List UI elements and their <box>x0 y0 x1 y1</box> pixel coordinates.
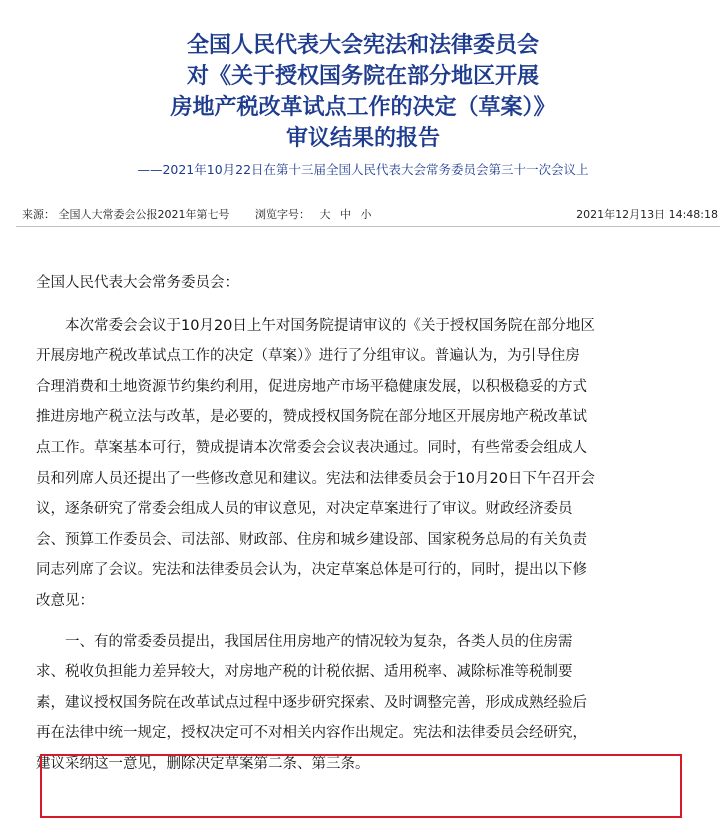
paragraph-line: 议，逐条研究了常委会组成人员的审议意见，对决定草案进行了审议。财政经济委员 <box>36 501 573 518</box>
source-label: 来源： 全国人大常委会公报2021年第七号 <box>22 208 230 221</box>
font-size-large-link[interactable]: 大 <box>319 208 331 221</box>
font-size-medium-link[interactable]: 中 <box>340 208 351 221</box>
paragraph-line: 推进房地产税立法与改革，是必要的，赞成授权国务院在部分地区开展房地产税改革试 <box>36 409 587 426</box>
title-line-4: 审议结果的报告 <box>285 125 440 151</box>
paragraph-line: 同志列席了会议。宪法和法律委员会认为，决定草案总体是可行的，同时，提出以下修 <box>36 562 587 579</box>
paragraph-line: 建议采纳这一意见，删除决定草案第二条、第三条。 <box>36 755 370 772</box>
paragraph-line: 素，建议授权国务院在改革试点过程中逐步研究探索、及时调整完善，形成成熟经验后 <box>36 694 587 711</box>
paragraph-line: 本次常委会会议于10月20日上午对国务院提请审议的《关于授权国务院在部分地区 <box>36 317 595 334</box>
article-body <box>36 268 696 780</box>
paragraph-line: 会、预算工作委员会、司法部、财政部、住房和城乡建设部、国家税务总局的有关负责 <box>36 531 587 548</box>
paragraph-line: 合理消费和土地资源节约集约利用，促进房地产市场平稳健康发展，以积极稳妥的方式 <box>36 378 587 395</box>
title-line-3: 房地产税改革试点工作的决定（草案）》 <box>170 94 556 120</box>
paragraph-line: 一、有的常委委员提出，我国居住用房地产的情况较为复杂，各类人员的住房需 <box>36 633 573 650</box>
paragraph-line: 开展房地产税改革试点工作的决定（草案）》进行了分组审议。普遍认为，为引导住房 <box>36 348 580 365</box>
meta-left <box>22 206 372 222</box>
paragraph-line: 点工作。草案基本可行，赞成提请本次常委会会议表决通过。同时，有些常委会组成人 <box>36 439 587 456</box>
salutation: 全国人民代表大会常务委员会： <box>36 275 239 291</box>
header-divider <box>16 226 720 227</box>
paragraph-line: 改意见： <box>36 592 94 609</box>
red-highlight-box <box>40 754 682 818</box>
font-size-label: 浏览字号： <box>255 208 310 221</box>
report-title <box>0 30 726 154</box>
title-line-1: 全国人民代表大会宪法和法律委员会 <box>186 32 539 58</box>
meeting-subtitle: ——2021年10月22日在第十三届全国人民代表大会常务委员会第三十一次会议上 <box>137 162 589 177</box>
paragraph-line: 员和列席人员还提出了一些修改意见和建议。宪法和法律委员会于10月20日下午召开会 <box>36 470 595 487</box>
paragraph-line: 求、税收负担能力差异较大，对房地产税的计税依据、适用税率、减除标准等税制要 <box>36 664 573 681</box>
article-meta-bar <box>22 206 718 222</box>
paragraph-line: 再在法律中统一规定，授权决定可不对相关内容作出规定。宪法和法律委员会经研究， <box>36 725 587 742</box>
publish-timestamp: 2021年12月13日 14:48:18 <box>576 208 718 221</box>
paragraph-1 <box>36 311 696 617</box>
font-size-small-link[interactable]: 小 <box>360 208 372 221</box>
title-line-2: 对《关于授权国务院在部分地区开展 <box>186 63 539 89</box>
